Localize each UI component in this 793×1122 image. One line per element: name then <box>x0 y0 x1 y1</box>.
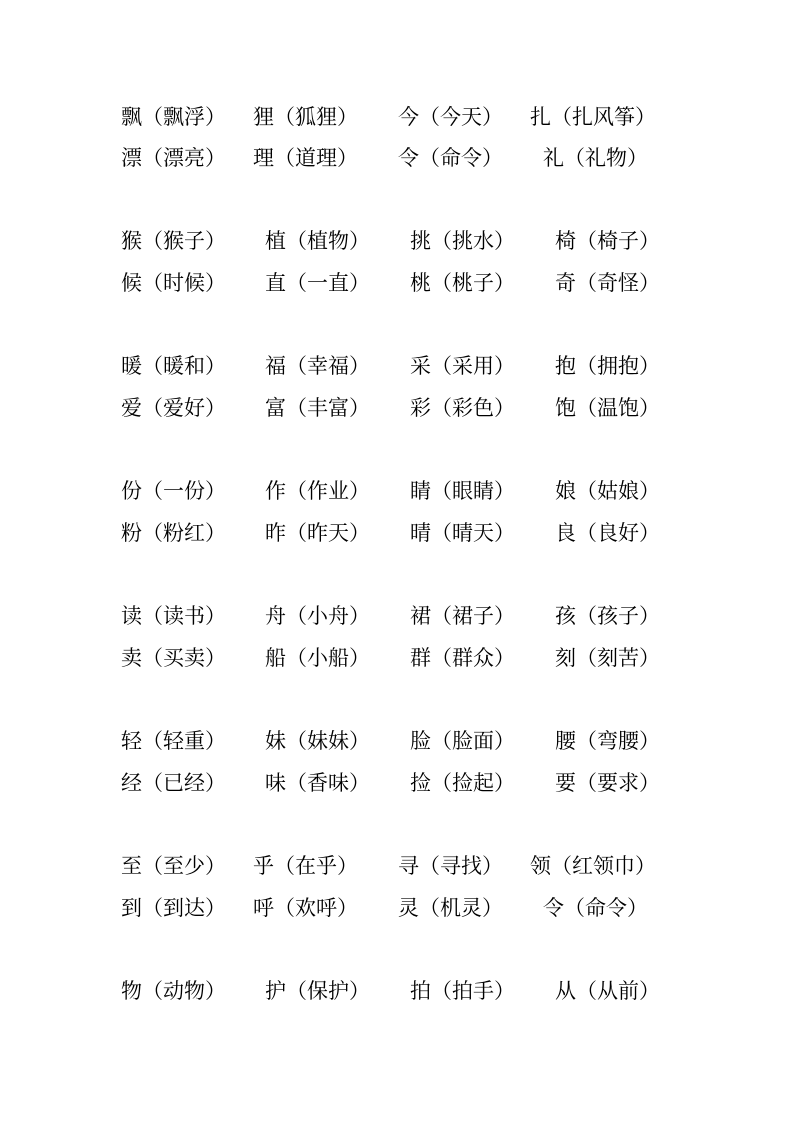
word-row <box>0 851 793 881</box>
word-entry: 桃（桃子） <box>410 271 515 295</box>
word-row <box>0 393 793 423</box>
word-row <box>0 226 793 256</box>
word-entry: 物（动物） <box>121 979 226 1003</box>
word-entry: 读（读书） <box>121 604 226 628</box>
word-row <box>0 518 793 548</box>
word-entry: 味（香味） <box>265 771 370 795</box>
word-entry: 裙（裙子） <box>410 604 515 628</box>
word-row <box>0 102 793 132</box>
word-entry: 彩（彩色） <box>410 396 515 420</box>
word-entry: 福（幸福） <box>265 354 370 378</box>
word-row <box>0 143 793 173</box>
word-entry: 令（命令） <box>543 896 648 920</box>
word-entry: 睛（眼睛） <box>410 479 515 503</box>
word-entry: 卖（买卖） <box>121 646 226 670</box>
word-entry: 作（作业） <box>265 479 370 503</box>
word-entry: 候（时候） <box>121 271 226 295</box>
word-entry: 护（保护） <box>265 979 370 1003</box>
word-entry: 良（良好） <box>555 521 660 545</box>
word-entry: 爱（爱好） <box>121 396 226 420</box>
word-entry: 飘（飘浮） <box>121 105 226 129</box>
word-entry: 礼（礼物） <box>543 146 648 170</box>
word-entry: 植（植物） <box>265 229 370 253</box>
word-entry: 孩（孩子） <box>555 604 660 628</box>
word-entry: 狸（狐狸） <box>253 105 358 129</box>
word-entry: 猴（猴子） <box>121 229 226 253</box>
word-entry: 粉（粉红） <box>121 521 226 545</box>
word-entry: 脸（脸面） <box>410 729 515 753</box>
word-row <box>0 976 793 1006</box>
word-row <box>0 476 793 506</box>
word-entry: 寻（寻找） <box>398 854 503 878</box>
word-entry: 抱（拥抱） <box>555 354 660 378</box>
word-entry: 娘（姑娘） <box>555 479 660 503</box>
word-entry: 直（一直） <box>265 271 370 295</box>
word-entry: 昨（昨天） <box>265 521 370 545</box>
word-entry: 要（要求） <box>555 771 660 795</box>
word-entry: 至（至少） <box>121 854 226 878</box>
word-entry: 晴（晴天） <box>410 521 515 545</box>
word-row <box>0 351 793 381</box>
word-row <box>0 893 793 923</box>
word-entry: 群（群众） <box>410 646 515 670</box>
word-entry: 漂（漂亮） <box>121 146 226 170</box>
word-entry: 船（小船） <box>265 646 370 670</box>
word-entry: 富（丰富） <box>265 396 370 420</box>
word-entry: 椅（椅子） <box>555 229 660 253</box>
word-entry: 奇（奇怪） <box>555 271 660 295</box>
word-row <box>0 601 793 631</box>
word-entry: 今（今天） <box>398 105 503 129</box>
word-entry: 挑（挑水） <box>410 229 515 253</box>
word-row <box>0 768 793 798</box>
word-entry: 灵（机灵） <box>398 896 503 920</box>
word-row <box>0 726 793 756</box>
word-entry: 从（从前） <box>555 979 660 1003</box>
word-entry: 暖（暖和） <box>121 354 226 378</box>
word-entry: 令（命令） <box>398 146 503 170</box>
word-entry: 理（道理） <box>253 146 358 170</box>
word-row <box>0 643 793 673</box>
word-entry: 舟（小舟） <box>265 604 370 628</box>
word-entry: 刻（刻苦） <box>555 646 660 670</box>
word-entry: 到（到达） <box>121 896 226 920</box>
word-entry: 经（已经） <box>121 771 226 795</box>
word-entry: 采（采用） <box>410 354 515 378</box>
word-entry: 妹（妹妹） <box>265 729 370 753</box>
word-entry: 呼（欢呼） <box>253 896 358 920</box>
word-entry: 领（红领巾） <box>530 854 656 878</box>
word-entry: 腰（弯腰） <box>555 729 660 753</box>
word-entry: 轻（轻重） <box>121 729 226 753</box>
word-entry: 份（一份） <box>121 479 226 503</box>
word-entry: 拍（拍手） <box>410 979 515 1003</box>
word-entry: 乎（在乎） <box>253 854 358 878</box>
word-row <box>0 268 793 298</box>
word-entry: 扎（扎风筝） <box>530 105 656 129</box>
word-entry: 捡（捡起） <box>410 771 515 795</box>
word-entry: 饱（温饱） <box>555 396 660 420</box>
